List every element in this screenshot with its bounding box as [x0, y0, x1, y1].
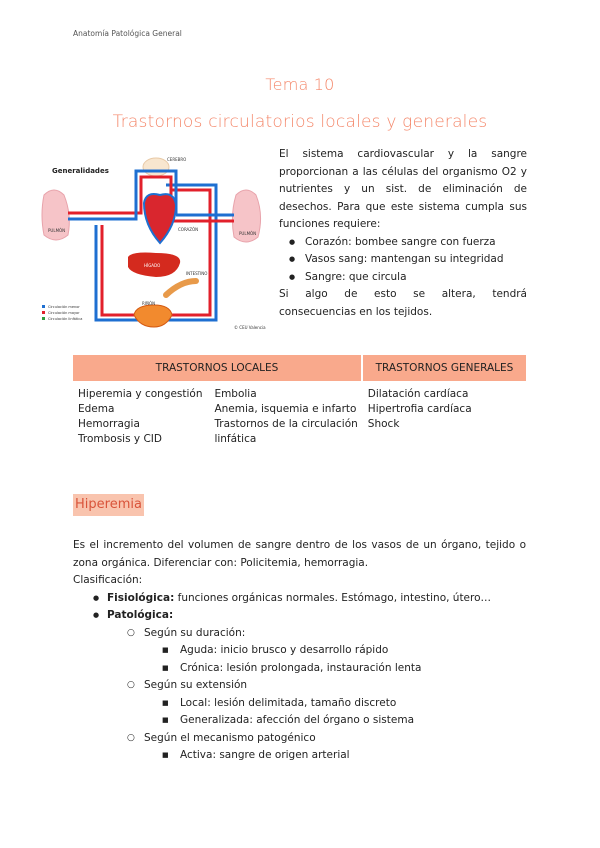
sublist-extension: ○ Según su extensión [127, 677, 526, 695]
diagram-heading: Generalidades [52, 167, 109, 175]
label-lung-right: PULMÓN [239, 231, 257, 236]
requirement-blood: ● Sangre: que circula [299, 269, 527, 287]
item-activa: ■ Activa: sangre de origen arterial [162, 747, 526, 765]
local-item: Hiperemia y congestión [78, 388, 203, 400]
requirement-vessels: ● Vasos sang: mantengan su integridad [299, 251, 527, 269]
list-item-patologica [93, 607, 526, 625]
label-kidney: RIÑÓN [142, 301, 156, 306]
label-intestine: INTESTINO [186, 271, 208, 276]
classification-label: Clasificación: [73, 574, 143, 586]
label-brain: CEREBRO [167, 157, 187, 162]
item-local: ■ Local: lesión delimitada, tamaño discreto [162, 695, 526, 713]
sublist-duracion: ○ Según su duración: [127, 625, 526, 643]
page-header: Anatomía Patológica General [73, 29, 182, 38]
table-body [73, 381, 526, 447]
legend-item-1: Circulación menor [48, 305, 80, 309]
legend-item-3: Circulación linfática [48, 317, 83, 321]
legend-swatch-1 [42, 305, 45, 308]
patologica-label: Patológica: [107, 609, 174, 621]
brain-shape [143, 158, 169, 176]
local-item: Embolia [214, 388, 257, 400]
intro-closing: Si algo de esto se altera, tendrá consecuencias en los tejidos. [279, 288, 527, 318]
general-item: Dilatación cardíaca [367, 388, 469, 400]
local-column-1 [73, 387, 214, 447]
header-general: TRASTORNOS GENERALES [363, 355, 526, 381]
heart-shape [144, 194, 176, 243]
hiperemia-body [73, 537, 526, 765]
page-subtitle: Trastornos circulatorios locales y generales [112, 112, 488, 132]
table-header [73, 355, 526, 381]
sublist-mecanismo: ○ Según el mecanismo patogénico [127, 730, 526, 748]
kidney-shape [134, 305, 172, 327]
page-title: Tema 10 [265, 75, 335, 94]
fisiologica-text: funciones orgánicas normales. Estómago, intestino, útero… [177, 591, 492, 604]
circulation-diagram [36, 155, 270, 335]
hiperemia-definition: Es el incremento del volumen de sangre dentro de los vasos de un órgano, tejido o zona orgánica. Diferenciar con: Policitemia, hemorragia. [73, 539, 526, 569]
legend-swatch-2 [42, 311, 45, 314]
disorders-table [73, 355, 526, 447]
local-item: Edema [78, 403, 115, 415]
item-generalizada: ■ Generalizada: afección del órgano o sistema [162, 712, 526, 730]
label-liver: HÍGADO [144, 263, 161, 268]
item-aguda: ■ Aguda: inicio brusco y desarrollo rápido [162, 642, 526, 660]
intestine-shape [166, 281, 196, 295]
local-column-2 [214, 387, 357, 447]
intro-block [279, 146, 527, 321]
local-item: Trastornos de la circulación linfática [214, 418, 358, 445]
intro-paragraph: El sistema cardiovascular y la sangre proporcionan a las células del organismo O2 y nutrientes y un sist. de eliminación de desechos. Para que este sistema cumpla sus funciones requiere: [279, 148, 527, 230]
local-item: Hemorragia [78, 418, 140, 430]
header-local: TRASTORNOS LOCALES [73, 355, 361, 381]
general-item: Hipertrofia cardíaca [367, 403, 472, 415]
general-column [358, 387, 526, 447]
list-item-fisiologica [93, 590, 526, 608]
figure-credit: © CEU Valencia [234, 325, 266, 330]
local-item: Anemia, isquemia e infarto [214, 403, 357, 415]
general-item: Shock [367, 418, 400, 430]
label-lung-left: PULMÓN [48, 228, 66, 233]
local-item: Trombosis y CID [78, 433, 162, 445]
legend-item-2: Circulación mayor [48, 311, 80, 315]
section-heading-hiperemia: Hiperemia [73, 494, 144, 516]
item-cronica: ■ Crónica: lesión prolongada, instauración lenta [162, 660, 526, 678]
requirements-list [279, 234, 527, 287]
requirement-heart: ● Corazón: bombee sangre con fuerza [299, 234, 527, 252]
label-heart: CORAZÓN [178, 227, 199, 232]
legend-swatch-3 [42, 317, 45, 320]
fisiologica-label: Fisiológica: [107, 591, 175, 604]
circulation-diagram-svg [36, 155, 270, 335]
